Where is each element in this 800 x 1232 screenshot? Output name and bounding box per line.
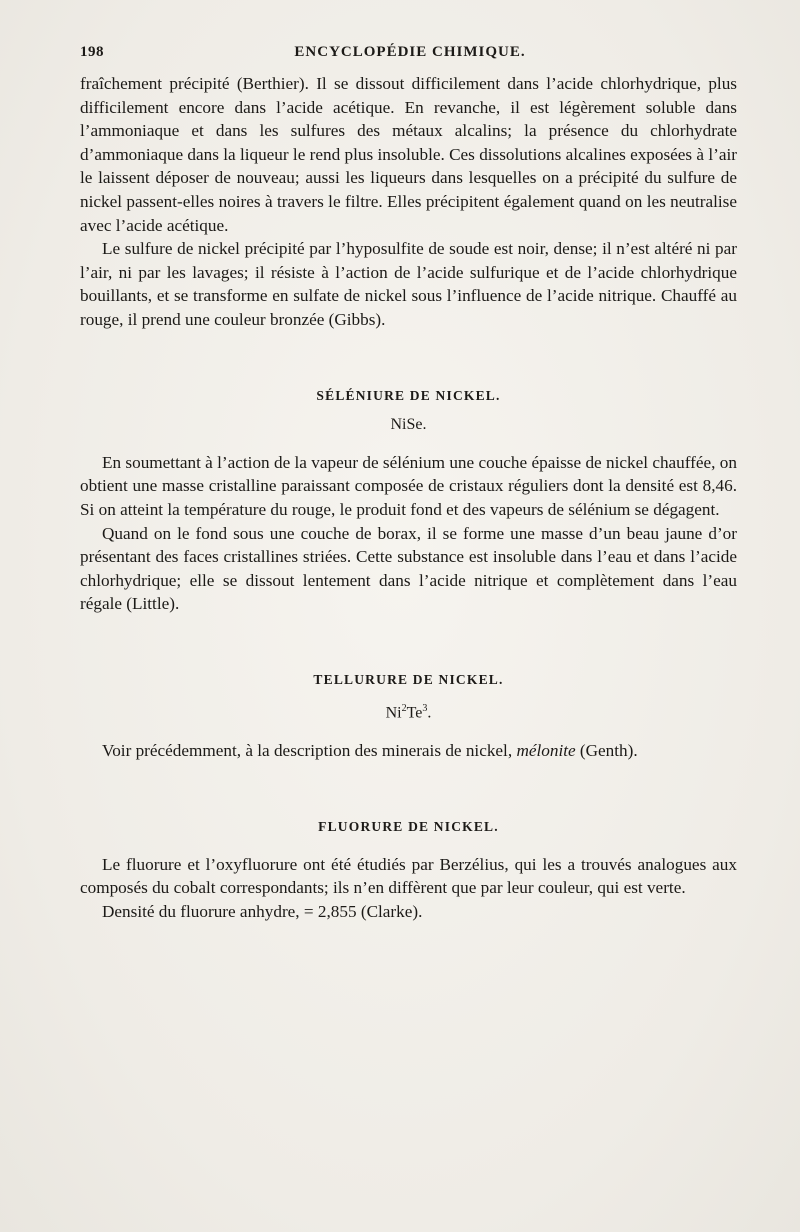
formula-selenide: NiSe. [390, 416, 427, 434]
paragraph-telluride: Voir précédemment, à la description des minerais de nickel, mélonite (Genth). [102, 741, 638, 761]
section-title-fluoride: FLUORURE DE NICKEL. [318, 818, 499, 834]
page-header [80, 44, 740, 64]
section-title-telluride: TELLURURE DE NICKEL. [313, 671, 504, 687]
paragraph-continuation: fraîchement précipité (Berthier). Il se dissout difficilement dans l’acide chlorhydrique, plus difficilement encore dans l’acide acétique. En revanche, il est légèrement soluble dans l’ammoniaque et dans les sulfures des métaux alcalins; la présence du chlorhydrate d’ammoniaque dans la liqueur le rend plus insoluble. Ces dissolutions alcalines exposées à l’air le laissent déposer de nouveau; aussi les liqueurs dans lesquelles on a précipité du sulfure de nickel passent-elles noires à travers le filtre. Elles précipitent également quand on les neutralise avec l’acide acétique. [80, 74, 737, 235]
paragraph-fluoride-2: Densité du fluorure anhydre, = 2,855 (Clarke). [102, 901, 423, 921]
paragraph-hyposulfite: Le sulfure de nickel précipité par l’hyposulfite de soude est noir, dense; il n’est altéré ni par l’air, ni par les lavages; il résiste à l’action de l’acide sulfurique et de l’acide chlorhydrique bouillants, et se transforme en sulfate de nickel sous l’influence de l’acide nitrique. Chauffé au rouge, il prend une couleur bronzée (Gibbs). [80, 239, 737, 329]
paragraph-selenide-1: En soumettant à l’action de la vapeur de sélénium une couche épaisse de nickel chauffée, on obtient une masse cristalline paraissant composée de cristaux réguliers dont la densité est 8,46. Si on atteint la température du rouge, le produit fond et des vapeurs de sélénium se dégagent. [80, 452, 737, 519]
page-number: 198 [80, 44, 104, 60]
page-body [80, 72, 737, 923]
paragraph-selenide-2: Quand on le fond sous une couche de borax, il se forme une masse d’un beau jaune d’or présentant des faces cristallines striées. Cette substance est insoluble dans l’eau et dans l’acide chlorhydrique; elle se dissout lentement dans l’acide nitrique et complètement dans l’eau régale (Little). [80, 523, 737, 614]
mineral-name-melonite: mélonite [516, 741, 576, 761]
running-title: ENCYCLOPÉDIE CHIMIQUE. [294, 44, 526, 60]
formula-telluride: Ni$^2$Te$^3$. [385, 703, 432, 722]
section-title-selenide: SÉLÉNIURE DE NICKEL. [316, 387, 501, 403]
paragraph-fluoride-1: Le fluorure et l’oxyfluorure ont été étudiés par Berzélius, qui les a trouvés analogues aux composés du cobalt correspondants; ils n’en diffèrent que par leur couleur, qui est verte. [80, 854, 737, 898]
